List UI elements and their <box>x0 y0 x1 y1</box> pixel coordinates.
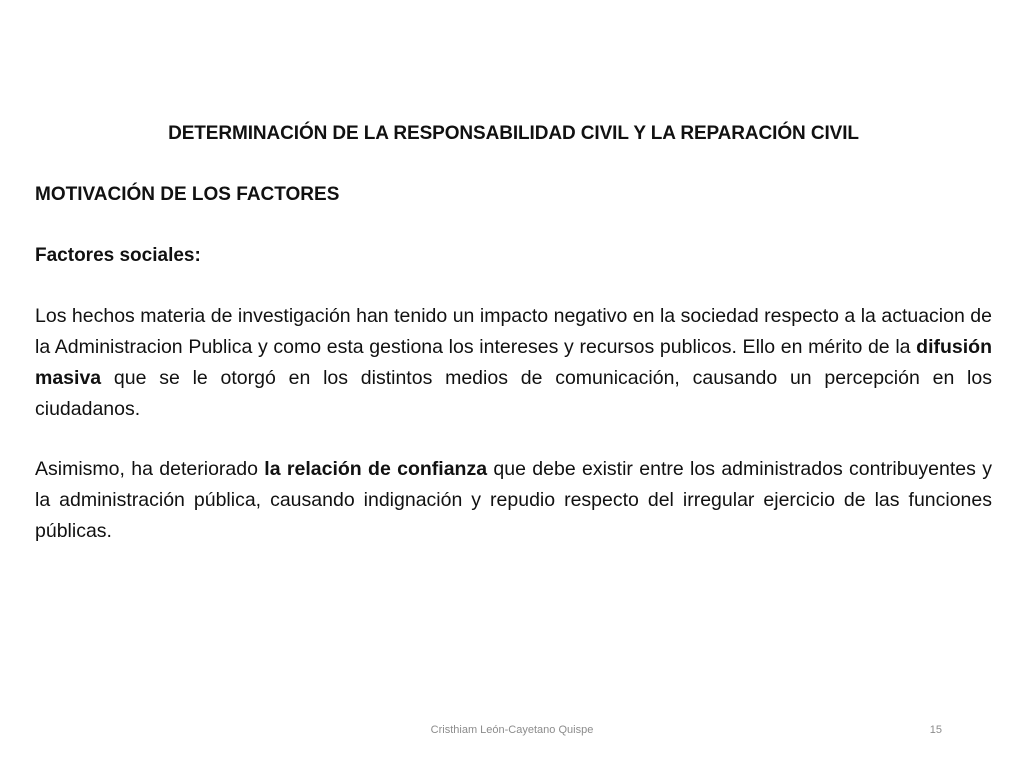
paragraph-social-impact <box>35 301 992 425</box>
slide-content <box>35 118 992 547</box>
paragraph-text: Los hechos materia de investigación han tenido un impacto negativo en la sociedad respecto a la actuacion de la Administracion Publica y como esta gestiona los intereses y recursos publicos. Ello en mérito de la <box>35 305 992 358</box>
emphasis-text: difusión masiva <box>35 336 992 389</box>
subsection-title: Factores sociales: <box>35 245 201 266</box>
slide-footer <box>0 724 1024 742</box>
paragraph-trust <box>35 454 992 547</box>
page-number: 15 <box>929 724 942 736</box>
slide-title: DETERMINACIÓN DE LA RESPONSABILIDAD CIVIL Y LA REPARACIÓN CIVIL <box>168 123 859 144</box>
section-title: MOTIVACIÓN DE LOS FACTORES <box>35 184 340 205</box>
paragraph-text: que se le otorgó en los distintos medios de comunicación, causando un percepción en los ciudadanos. <box>35 367 992 420</box>
paragraph-text: Asimismo, ha deteriorado <box>35 458 265 480</box>
footer-author: Cristhiam León-Cayetano Quispe <box>430 724 594 736</box>
paragraph-text: que debe existir entre los administrados contribuyentes y la administración pública, causando indignación y repudio respecto del irregular ejercicio de las funciones públicas. <box>35 458 992 542</box>
emphasis-text: la relación de confianza <box>264 458 488 480</box>
